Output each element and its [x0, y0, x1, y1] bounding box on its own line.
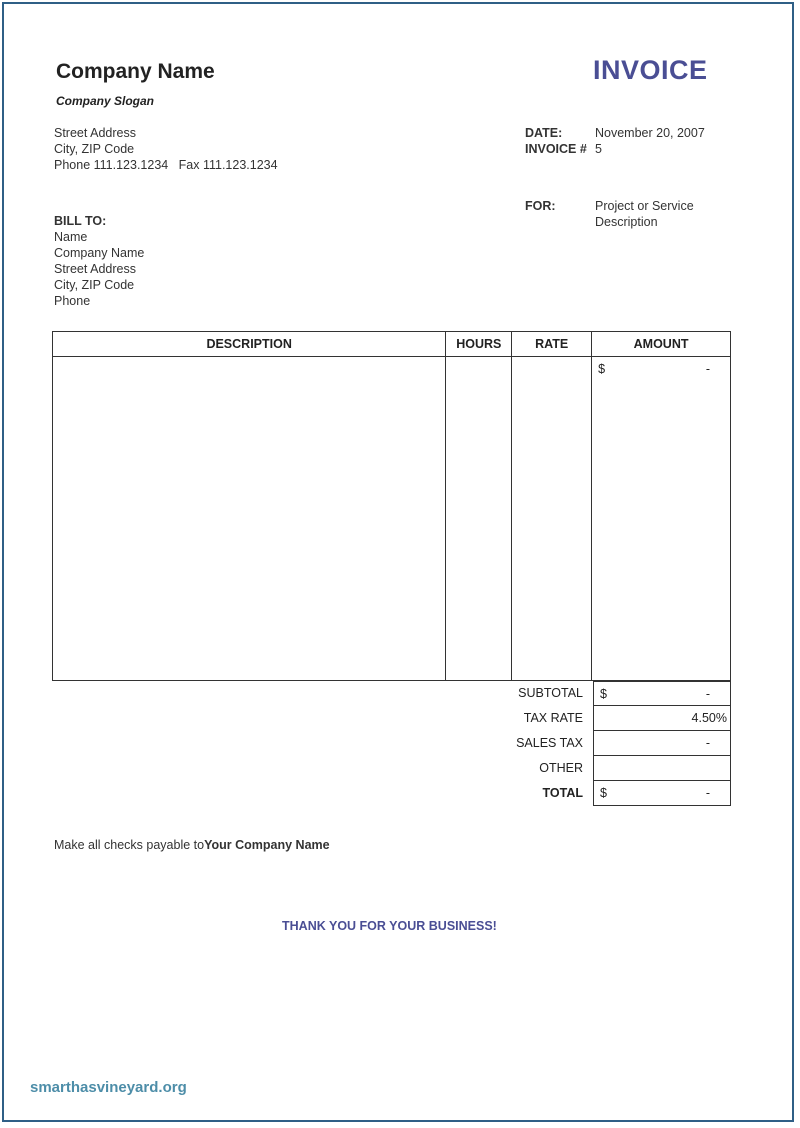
subtotal-box[interactable]	[593, 681, 731, 706]
subtotal-label: SUBTOTAL	[518, 686, 583, 700]
tax-rate-row	[440, 706, 731, 731]
header-amount: AMOUNT	[592, 332, 731, 357]
company-name: Company Name	[56, 60, 215, 83]
subtotal-value: -	[705, 687, 710, 701]
tax-rate-label: TAX RATE	[523, 711, 583, 725]
subtotal-currency: $	[600, 687, 607, 701]
total-box[interactable]	[593, 781, 731, 806]
hours-cell[interactable]	[446, 357, 512, 681]
header-rate: RATE	[512, 332, 592, 357]
checks-payable-note	[54, 838, 330, 852]
bill-to-label: BILL TO:	[54, 214, 107, 228]
bill-to-name: Name	[54, 230, 88, 244]
other-row	[440, 756, 731, 781]
total-row	[440, 781, 731, 806]
checks-payable-prefix: Make all checks payable to	[54, 838, 205, 852]
date-value: November 20, 2007	[595, 126, 705, 140]
thank-you-message: THANK YOU FOR YOUR BUSINESS!	[282, 919, 497, 933]
tax-rate-box[interactable]	[593, 706, 731, 731]
total-label: TOTAL	[542, 786, 583, 800]
table-header-row	[53, 332, 731, 357]
bill-to-street: Street Address	[54, 262, 136, 276]
header-hours: HOURS	[446, 332, 512, 357]
date-label: DATE:	[525, 126, 563, 140]
sales-tax-value: -	[705, 736, 710, 750]
invoice-title: INVOICE	[593, 55, 708, 85]
other-label: OTHER	[539, 761, 583, 775]
amount-cell[interactable]	[592, 357, 731, 681]
total-value: -	[705, 786, 710, 800]
header-description: DESCRIPTION	[53, 332, 446, 357]
checks-payable-company: Your Company Name	[204, 838, 330, 852]
tax-rate-value: 4.50%	[691, 711, 727, 725]
line-items-table	[52, 331, 731, 681]
sales-tax-row	[440, 731, 731, 756]
amount-currency: $	[598, 362, 606, 376]
sender-street: Street Address	[54, 126, 136, 140]
amount-value: -	[705, 362, 710, 376]
total-currency: $	[600, 786, 607, 800]
sender-phone: Phone 111.123.1234 Fax 111.123.1234	[54, 158, 278, 172]
bill-to-phone: Phone	[54, 294, 91, 308]
company-slogan: Company Slogan	[56, 94, 155, 108]
sales-tax-label: SALES TAX	[516, 736, 583, 750]
table-row	[53, 357, 731, 681]
invoice-number-label: INVOICE #	[525, 142, 587, 156]
sender-city: City, ZIP Code	[54, 142, 135, 156]
for-value-line2: Description	[595, 215, 658, 229]
subtotal-row	[440, 681, 731, 706]
totals-section	[440, 681, 731, 806]
invoice-number-value: 5	[595, 142, 602, 156]
bill-to-company: Company Name	[54, 246, 145, 260]
for-label: FOR:	[525, 199, 556, 213]
sales-tax-box[interactable]	[593, 731, 731, 756]
description-cell[interactable]	[53, 357, 446, 681]
watermark-text: smarthasvineyard.org	[30, 1079, 187, 1096]
rate-cell[interactable]	[512, 357, 592, 681]
bill-to-city: City, ZIP Code	[54, 278, 135, 292]
for-value-line1: Project or Service	[595, 199, 694, 213]
other-box[interactable]	[593, 756, 731, 781]
